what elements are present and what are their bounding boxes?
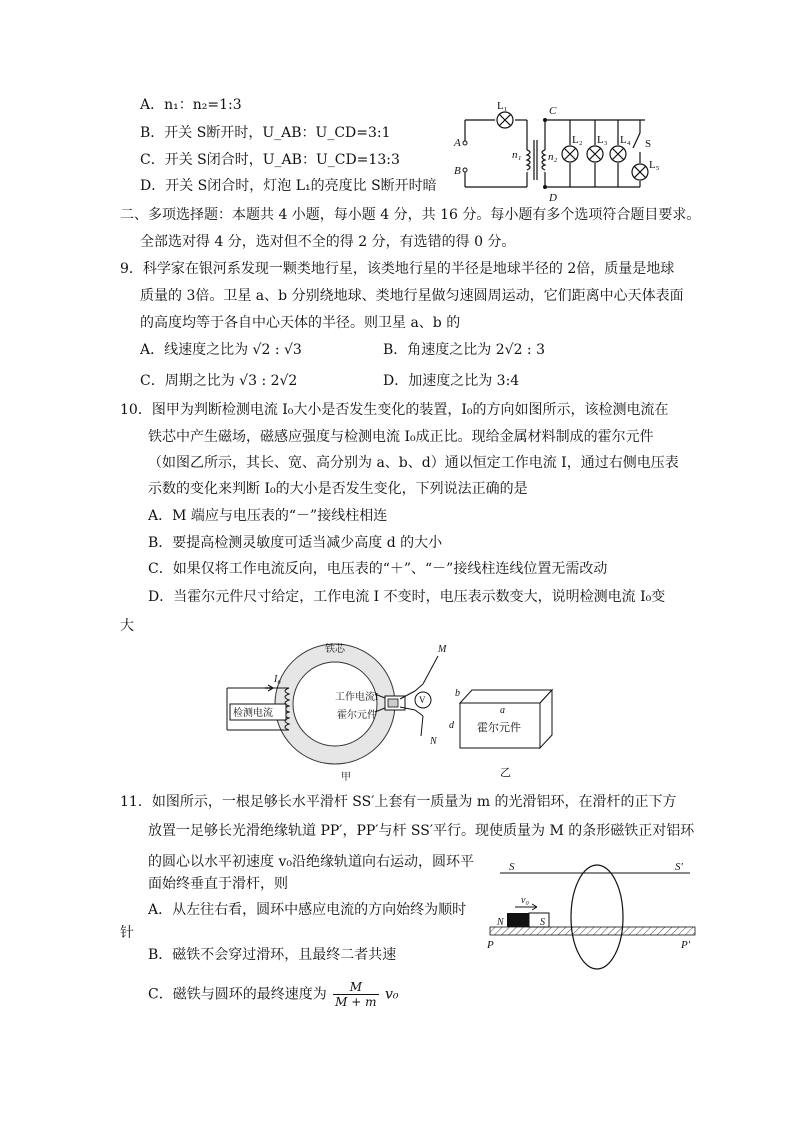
label-n2: n₂ <box>548 151 558 163</box>
q10-option-c: C．如果仅将工作电流反向，电压表的“＋”、“－”接线柱连线位置无需改动 <box>148 561 608 577</box>
iron-core-label: 铁芯 <box>325 644 345 655</box>
rod-end-s-label: S <box>509 861 515 873</box>
label-l5: L₅ <box>649 159 660 171</box>
figure-yi-caption: 乙 <box>500 767 511 779</box>
q11-stem-1: 11．如图所示，一根足够长水平滑杆 SS′上套有一质量为 m 的光滑铝环，在滑杆的正下方 <box>120 794 677 810</box>
velocity-fraction <box>333 980 378 1009</box>
q8-option-b: B．开关 S断开时，U_AB：U_CD=3:1 <box>140 125 391 141</box>
dim-a-label: a <box>500 705 505 716</box>
label-l3: L₃ <box>597 134 608 146</box>
q11-option-c <box>148 980 399 1009</box>
q11-option-a-cont: 针 <box>120 925 134 941</box>
initial-velocity-symbol: v₀ <box>384 986 399 1003</box>
q8-option-d: D．开关 S闭合时，灯泡 L₁的亮度比 S断开时暗 <box>140 178 437 194</box>
terminal-n-label: N <box>430 736 437 747</box>
q9-option-c: C．周期之比为 √3 : 2√2 <box>140 373 298 389</box>
q11-option-b: B．磁铁不会穿过滑环，且最终二者共速 <box>148 947 397 963</box>
q10-stem-4: 示数的变化来判断 I₀的大小是否发生变化，下列说法正确的是 <box>148 481 528 497</box>
q11-stem-3: 的圆心以水平初速度 v₀沿绝缘轨道向右运动，圆环平 <box>148 854 474 870</box>
hall-detection-figure-jia <box>225 636 450 782</box>
q10-option-d-cont: 大 <box>120 618 134 634</box>
label-d: D <box>549 192 557 204</box>
label-a: A <box>454 137 461 149</box>
track-end-p-prime-label: P′ <box>681 939 691 951</box>
q11-stem-4: 面始终垂直于滑杆，则 <box>148 876 288 892</box>
dim-b-label: b <box>455 688 460 699</box>
terminal-m-label: M <box>438 644 447 655</box>
hall-element-label: 霍尔元件 <box>337 710 377 721</box>
q10-stem-3: （如图乙所示，其长、宽、高分别为 a、b、d）通以恒定工作电流 I，通过右侧电压表 <box>148 455 679 471</box>
transformer-circuit-diagram <box>445 100 660 205</box>
q9-option-b: B．角速度之比为 2√2 : 3 <box>383 342 545 358</box>
hall-element-figure-yi <box>445 680 575 780</box>
label-b: B <box>454 165 461 177</box>
label-n1: n₁ <box>512 149 522 161</box>
q10-stem-2: 铁芯中产生磁场，磁感应强度与检测电流 I₀成正比。现给金属材料制成的霍尔元件 <box>148 429 654 445</box>
label-l2: L₂ <box>572 134 583 146</box>
detect-current-label: 检测电流 <box>233 708 273 719</box>
fraction-denominator: M + m <box>335 995 377 1009</box>
section2-header: 二、多项选择题：本题共 4 小题，每小题 4 分，共 16 分。每小题有多个选项符合题目要求。 <box>120 207 701 223</box>
rod-end-s-prime-label: S′ <box>675 861 683 873</box>
q10-option-b: B．要提高检测灵敏度可适当减少高度 d 的大小 <box>148 535 443 551</box>
dim-d-label: d <box>449 720 454 731</box>
magnet-s-pole-label: S <box>540 917 545 928</box>
q9-stem-2: 质量的 3倍。卫星 a、b 分别绕地球、类地行星做匀速圆周运动，它们距离中心天体表面 <box>140 288 684 304</box>
q11-stem-2: 放置一足够长光滑绝缘轨道 PP′，PP′与杆 SS′平行。现使质量为 M 的条形磁铁正对铝环 <box>148 823 695 839</box>
label-l1: L₁ <box>497 100 508 112</box>
sliding-ring-magnet-figure <box>475 855 700 975</box>
q9-stem-3: 的高度均等于各自中心天体的半径。则卫星 a、b 的 <box>140 315 461 331</box>
voltmeter-symbol: V <box>419 695 426 705</box>
i0-label: I₀ <box>274 674 281 685</box>
q9-option-a: A．线速度之比为 √2 : √3 <box>140 342 302 358</box>
label-c: C <box>549 105 557 117</box>
fraction-numerator: M <box>333 980 378 995</box>
initial-velocity-label: v₀ <box>521 895 529 906</box>
work-current-label: 工作电流I <box>335 692 379 703</box>
q8-option-c: C．开关 S闭合时，U_AB：U_CD=13:3 <box>140 152 400 168</box>
hall-element-block-label: 霍尔元件 <box>477 722 521 734</box>
track-end-p-label: P <box>487 939 494 951</box>
label-switch: S <box>645 138 652 150</box>
q9-option-d: D．加速度之比为 3:4 <box>383 373 520 389</box>
label-l4: L₄ <box>620 134 631 146</box>
q9-stem-1: 9．科学家在银河系发现一颗类地行星，该类地行星的半径是地球半径的 2倍，质量是地球 <box>120 261 675 277</box>
q8-option-a: A．n₁：n₂=1:3 <box>140 97 242 113</box>
q10-option-d: D．当霍尔元件尺寸给定，工作电流 I 不变时，电压表示数变大，说明检测电流 I₀变 <box>148 589 666 605</box>
q11-option-c-text: C．磁铁与圆环的最终速度为 <box>148 986 327 1003</box>
q10-option-a: A．M 端应与电压表的“－”接线柱相连 <box>148 508 388 524</box>
figure-jia-caption: 甲 <box>341 772 351 782</box>
q10-stem-1: 10．图甲为判断检测电流 I₀大小是否发生变化的装置，I₀的方向如图所示，该检测电流在 <box>120 402 669 418</box>
q11-option-a: A．从左往右看，圆环中感应电流的方向始终为顺时 <box>148 902 467 918</box>
magnet-n-pole-label: N <box>497 917 504 928</box>
section2-scoring: 全部选对得 4 分，选对但不全的得 2 分，有选错的得 0 分。 <box>140 234 516 250</box>
